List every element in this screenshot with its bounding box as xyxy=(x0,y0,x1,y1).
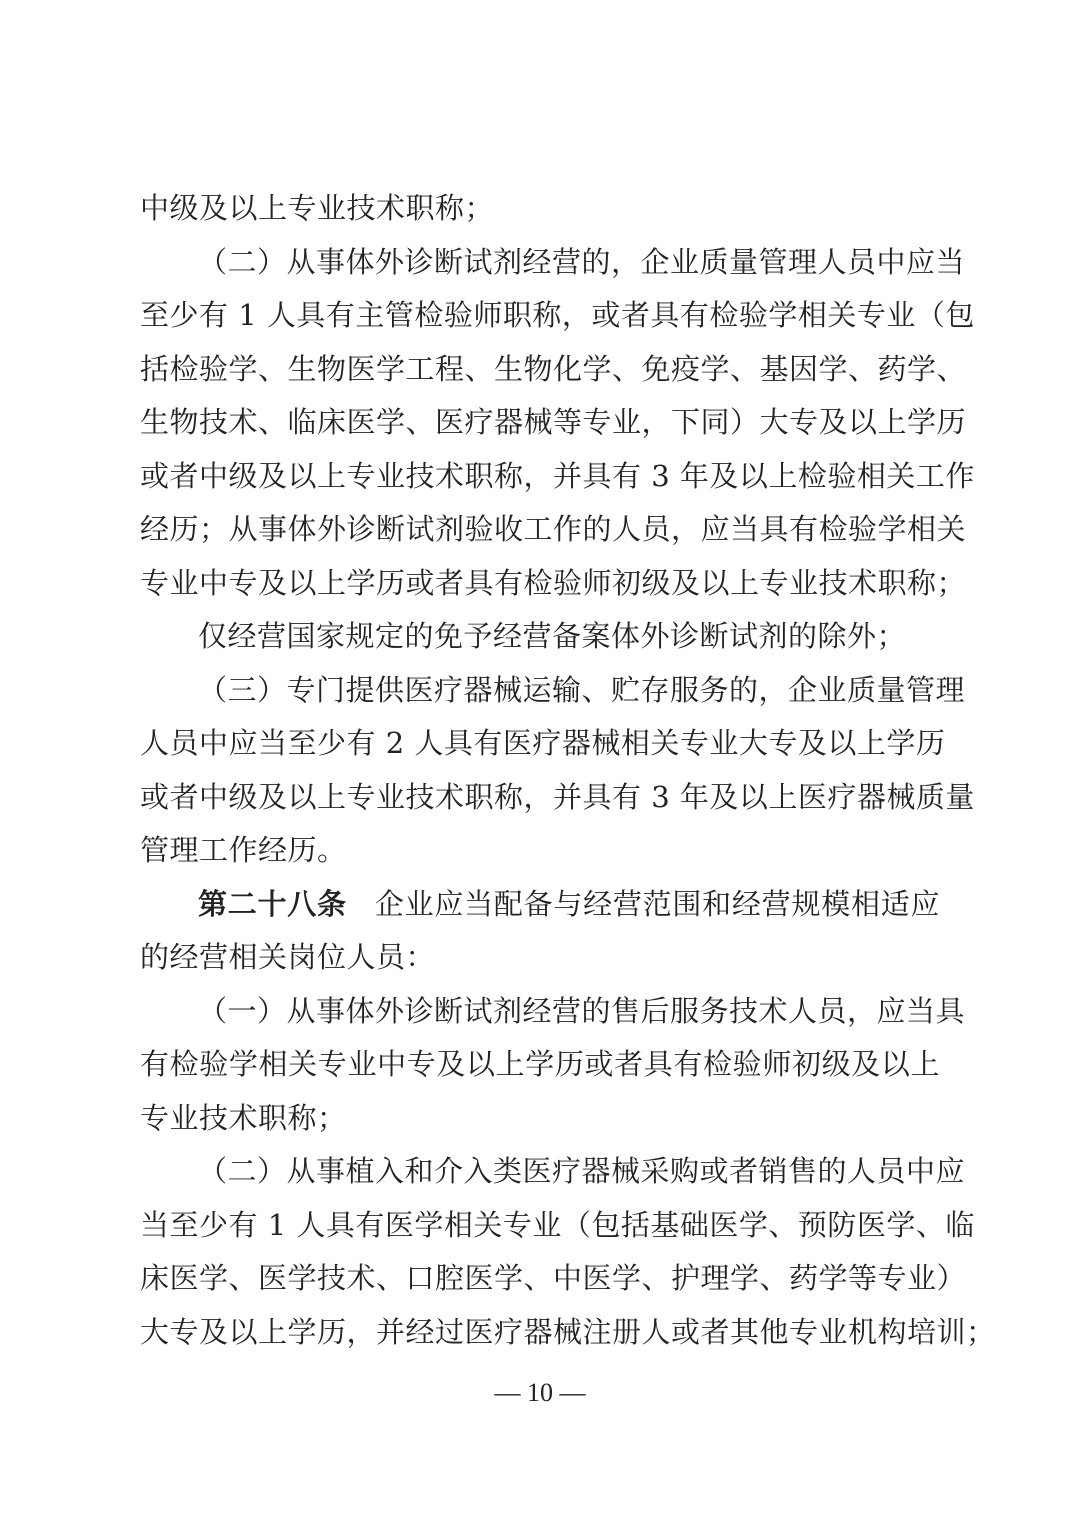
text-line: （二）从事植入和介入类医疗器械采购或者销售的人员中应 xyxy=(198,1154,966,1188)
text-line: 生物技术、临床医学、医疗器械等专业，下同）大专及以上学历 xyxy=(140,405,967,439)
text-line: 经历；从事体外诊断试剂验收工作的人员，应当具有检验学相关 xyxy=(140,512,967,546)
text-line: 的经营相关岗位人员： xyxy=(140,940,436,974)
text-line: 专业中专及以上学历或者具有检验师初级及以上专业技术职称； xyxy=(140,565,967,600)
text-line: 当至少有 1 人具有医学相关专业（包括基础医学、预防医学、临 xyxy=(140,1207,975,1242)
text-line: 中级及以上专业技术职称； xyxy=(140,191,495,225)
text-line: （二）从事体外诊断试剂经营的，企业质量管理人员中应当 xyxy=(198,244,966,279)
article-title: 第二十八条 xyxy=(198,886,347,921)
article-heading-text: 企业应当配备与经营范围和经营规模相适应 xyxy=(374,886,940,921)
text-line: （三）专门提供医疗器械运输、贮存服务的，企业质量管理 xyxy=(198,672,966,707)
article-heading-line xyxy=(140,878,940,932)
text-line: 或者中级及以上专业技术职称，并具有 3 年及以上医疗器械质量 xyxy=(140,779,975,814)
text-line: 或者中级及以上专业技术职称，并具有 3 年及以上检验相关工作 xyxy=(140,458,975,493)
page-number: — 10 — xyxy=(494,1378,586,1407)
text-line: 人员中应当至少有 2 人具有医疗器械相关专业大专及以上学历 xyxy=(140,726,946,760)
text-line: 至少有 1 人具有主管检验师职称，或者具有检验学相关专业（包 xyxy=(140,298,975,332)
text-line: （一）从事体外诊断试剂经营的售后服务技术人员，应当具 xyxy=(198,993,966,1028)
text-line: 大专及以上学历，并经过医疗器械注册人或者其他专业机构培训； xyxy=(140,1314,996,1349)
text-line: 有检验学相关专业中专及以上学历或者具有检验师初级及以上 xyxy=(140,1047,940,1081)
text-line: 括检验学、生物医学工程、生物化学、免疫学、基因学、药学、 xyxy=(140,351,967,386)
document-body xyxy=(140,182,996,1359)
text-line: 床医学、医学技术、口腔医学、中医学、护理学、药学等专业） xyxy=(140,1261,967,1295)
text-line: 仅经营国家规定的免予经营备案体外诊断试剂的除外； xyxy=(198,619,907,653)
text-line: 专业技术职称； xyxy=(140,1100,347,1135)
text-line: 管理工作经历。 xyxy=(140,833,347,867)
